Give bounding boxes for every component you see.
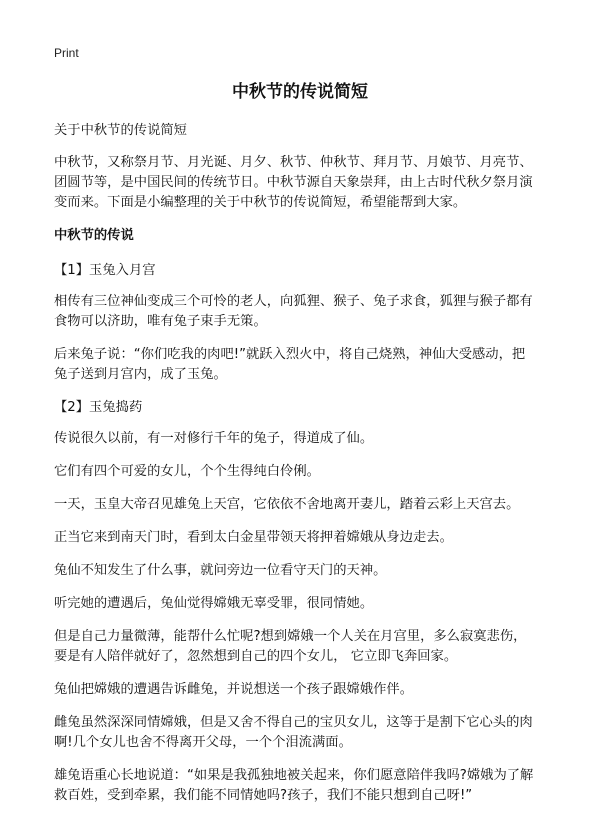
text-line: 啊!几个女儿也舍不得离开父母，一个个泪流满面。 [54, 735, 352, 750]
section-heading: 中秋节的传说 [54, 228, 134, 243]
text-line: 但是自己力量微薄，能帮什么忙呢?想到嫦娥一个人关在月宫里，多么寂寞悲伤， [54, 629, 527, 644]
text-line: 食物可以济助，唯有兔子束手无策。 [54, 314, 267, 329]
story2-paragraph-8: 兔仙把嫦娥的遭遇告诉雌兔，并说想送一个孩子跟嫦娥作伴。 [54, 682, 414, 697]
article-subtitle: 关于中秋节的传说简短 [54, 123, 187, 138]
story2-paragraph-9 [54, 713, 554, 753]
text-line: 变而来。下面是小编整理的关于中秋节的传说简短，希望能帮到大家。 [54, 195, 467, 210]
story2-paragraph-2: 它们有四个可爱的女儿，个个生得纯白伶俐。 [54, 464, 320, 479]
story2-paragraph-4: 正当它来到南天门时，看到太白金星带领天将押着嫦娥从身边走去。 [54, 530, 453, 545]
story1-paragraph-2 [54, 345, 554, 385]
text-line: 兔子送到月宫内，成了玉兔。 [54, 367, 227, 382]
story2-paragraph-7 [54, 627, 554, 667]
text-line: 雌兔虽然深深同情嫦娥，但是又舍不得自己的宝贝女儿，这等于是割下它心头的肉 [54, 715, 533, 730]
story1-paragraph-1 [54, 292, 554, 332]
text-line: 救百姓，受到牵累，我们能不同情她吗?孩子，我们不能只想到自己呀!” [54, 788, 473, 803]
story2-paragraph-5: 兔仙不知发生了什么事，就问旁边一位看守天门的天神。 [54, 563, 387, 578]
text-line: 后来兔子说：“你们吃我的肉吧!”就跃入烈火中，将自己烧熟，神仙大受感动，把 [54, 347, 526, 362]
text-line: 中秋节，又称祭月节、月光诞、月夕、秋节、仲秋节、拜月节、月娘节、月亮节、 [54, 155, 533, 170]
story2-paragraph-10 [54, 766, 554, 806]
page-title: 中秋节的传说简短 [232, 82, 368, 102]
article-body [54, 121, 554, 819]
story2-heading: 【2】玉兔捣药 [54, 400, 143, 415]
story2-paragraph-1: 传说很久以前，有一对修行千年的兔子，得道成了仙。 [54, 431, 374, 446]
story2-paragraph-6: 听完她的遭遇后，兔仙觉得嫦娥无辜受罪，很同情她。 [54, 596, 374, 611]
intro-paragraph [54, 153, 554, 213]
story2-paragraph-3: 一天，玉皇大帝召见雄兔上天宫，它依依不舍地离开妻儿，踏着云彩上天宫去。 [54, 497, 520, 512]
print-link[interactable]: Print [54, 46, 79, 60]
text-line: 团圆节等，是中国民间的传统节日。中秋节源自天象崇拜，由上古时代秋夕祭月演 [54, 175, 533, 190]
text-line: 雄兔语重心长地说道：“如果是我孤独地被关起来，你们愿意陪伴我吗?嫦娥为了解 [54, 768, 534, 783]
text-line: 相传有三位神仙变成三个可怜的老人，向狐狸、猴子、兔子求食，狐狸与猴子都有 [54, 294, 533, 309]
story1-heading: 【1】玉兔入月宫 [54, 263, 156, 278]
text-line: 要是有人陪伴就好了，忽然想到自己的四个女儿， 它立即飞奔回家。 [54, 649, 458, 664]
